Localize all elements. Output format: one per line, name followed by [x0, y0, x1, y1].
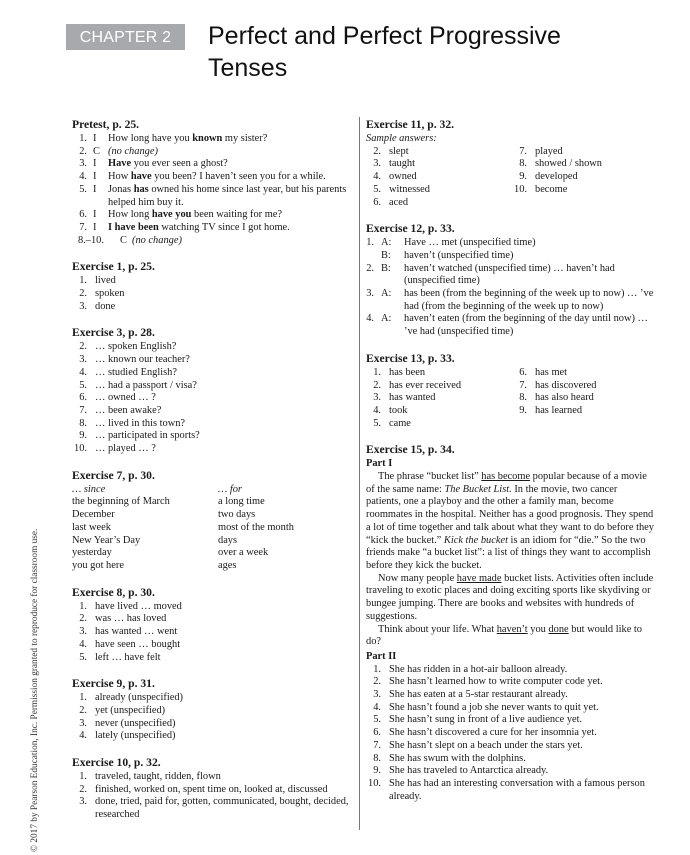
- list-item: [366, 392, 512, 405]
- pretest-item: [72, 158, 356, 171]
- item-text: She hasn’t learned how to write computer code yet.: [389, 676, 603, 688]
- exercise-15-section: [366, 443, 654, 803]
- list-item: [366, 405, 512, 418]
- item-text: … spoken English?: [95, 341, 177, 353]
- item-text: haven’t (unspecified time): [404, 249, 514, 261]
- item-number: 7.: [373, 739, 381, 751]
- item-number: 1.: [79, 692, 87, 704]
- speaker-label: A:: [381, 237, 392, 249]
- exercise-10-list: [72, 771, 356, 822]
- item-text: slept: [389, 145, 409, 157]
- exercise-8-list: [72, 601, 356, 665]
- pretest-last-note: (no change): [132, 234, 182, 246]
- item-number: 4.: [79, 366, 87, 378]
- item-text: … played … ?: [95, 443, 156, 455]
- list-item: [366, 664, 654, 677]
- for-item: a long time: [218, 496, 265, 508]
- item-text: left … have felt: [95, 651, 161, 663]
- item-text: … participated in sports?: [95, 430, 200, 442]
- item-number: 10.: [74, 443, 87, 455]
- pretest-item: [72, 222, 356, 235]
- bold-text: have you: [151, 209, 192, 221]
- exercise-1-section: [72, 260, 356, 313]
- list-item: [72, 626, 356, 639]
- item-text: [108, 184, 356, 209]
- list-item: [72, 392, 356, 405]
- item-number: 2.: [79, 783, 87, 795]
- for-item: most of the month: [218, 521, 294, 533]
- item-number: 5.: [79, 379, 87, 391]
- item-number: 2.: [79, 613, 87, 625]
- item-text: has learned: [535, 404, 583, 416]
- exercise-9-list: [72, 692, 356, 743]
- item-number: 1.: [366, 237, 374, 249]
- item-number: 9.: [519, 171, 527, 183]
- item-text: [108, 133, 356, 146]
- exercise-11-section: [366, 118, 654, 209]
- list-item: [72, 275, 356, 288]
- list-item: [366, 740, 654, 753]
- pretest-last-number: 8.–10.: [78, 234, 104, 246]
- item-text: has ever received: [389, 379, 462, 391]
- item-text: lately (unspecified): [95, 730, 176, 742]
- item-number: 6.: [79, 209, 87, 221]
- speaker-label: A:: [381, 288, 392, 300]
- exercise-11-list-b: [512, 146, 654, 210]
- item-text: has wanted … went: [95, 626, 178, 638]
- right-column: [366, 118, 654, 816]
- item-text: She has had an interesting conversation with a famous person already.: [389, 777, 645, 802]
- item-number: 1.: [79, 771, 87, 783]
- text-part: How: [108, 171, 131, 183]
- item-text: She has eaten at a 5-star restaurant already.: [389, 689, 568, 701]
- since-label: … since: [72, 483, 106, 495]
- item-text: was … has loved: [95, 613, 167, 625]
- item-number: 3.: [79, 158, 87, 170]
- list-item: [72, 639, 356, 652]
- bold-text: has: [133, 183, 149, 195]
- item-letter: I: [93, 183, 97, 195]
- item-number: 10.: [514, 183, 527, 195]
- item-text: [108, 158, 356, 171]
- item-number: 3.: [366, 288, 374, 300]
- item-letter: I: [93, 209, 97, 221]
- item-number: 7.: [79, 221, 87, 233]
- list-item: [512, 158, 654, 171]
- since-item: New Year’s Day: [72, 534, 141, 546]
- item-text: spoken: [95, 288, 125, 300]
- item-text: … owned … ?: [95, 392, 156, 404]
- part-1-paragraph-2: Now many people have made bucket lists. Activities often include traveling to exotic places and doing exciting sports like skydiving or bungee jumping. There are books and websites with hundreds of suggestions.: [366, 572, 654, 622]
- item-text: has been: [389, 366, 426, 378]
- pretest-item: [72, 133, 356, 146]
- item-text: … known our teacher?: [95, 354, 190, 366]
- list-item: [366, 171, 512, 184]
- item-number: 3.: [79, 717, 87, 729]
- dialog-item: [366, 313, 654, 338]
- list-item: [72, 718, 356, 731]
- item-text: has met: [535, 366, 568, 378]
- item-text: developed: [535, 171, 578, 183]
- item-number: 4.: [79, 730, 87, 742]
- list-item: [72, 354, 356, 367]
- for-column: [218, 484, 356, 573]
- item-text: owned: [389, 171, 417, 183]
- text-part: you been? I haven’t seen you for a while.: [151, 171, 326, 183]
- exercise-12-list: [366, 237, 654, 339]
- list-item: [366, 158, 512, 171]
- text-part: owned his home since last year, but his parents helped him buy it.: [108, 183, 347, 208]
- exercise-13-list-b: [512, 367, 654, 431]
- item-text: [108, 171, 356, 184]
- item-text: She hasn’t found a job she never wants to quit yet.: [389, 701, 599, 713]
- pretest-heading: Pretest, p. 25.: [72, 118, 140, 131]
- item-number: 2.: [79, 704, 87, 716]
- for-item: ages: [218, 559, 237, 571]
- list-item: [512, 405, 654, 418]
- italic-text: (no change): [108, 145, 158, 157]
- item-number: 9.: [373, 765, 381, 777]
- list-item: [72, 380, 356, 393]
- list-item: [72, 430, 356, 443]
- item-text: has discovered: [535, 379, 597, 391]
- list-item: [72, 601, 356, 614]
- item-text: … studied English?: [95, 366, 177, 378]
- item-number: 2.: [79, 288, 87, 300]
- item-text: traveled, taught, ridden, flown: [95, 771, 221, 783]
- item-text: haven’t watched (unspecified time) … haven’t had (unspecified time): [404, 262, 615, 287]
- list-item: [512, 380, 654, 393]
- item-text: done: [95, 300, 116, 312]
- item-text: become: [535, 183, 568, 195]
- dialog-item: [366, 237, 654, 250]
- item-number: 3.: [373, 392, 381, 404]
- item-text: She hasn’t sung in front of a live audience yet.: [389, 714, 583, 726]
- exercise-10-heading: Exercise 10, p. 32.: [72, 756, 161, 770]
- item-number: 7.: [79, 404, 87, 416]
- item-text: She has swum with the dolphins.: [389, 752, 526, 764]
- item-number: 4.: [79, 171, 87, 183]
- exercise-11-list-a: [366, 146, 512, 210]
- item-number: 5.: [79, 183, 87, 195]
- item-number: 9.: [519, 404, 527, 416]
- text-part: watching TV since I got home.: [158, 221, 290, 233]
- since-item: you got here: [72, 559, 124, 571]
- list-item: [366, 197, 512, 210]
- item-text: … been awake?: [95, 404, 162, 416]
- exercise-13-list-a: [366, 367, 512, 431]
- item-number: 7.: [519, 379, 527, 391]
- text-part: you ever seen a ghost?: [131, 158, 228, 170]
- exercise-15-heading: Exercise 15, p. 34.: [366, 443, 455, 457]
- exercise-7-heading: Exercise 7, p. 30.: [72, 468, 155, 482]
- for-item: two days: [218, 509, 256, 521]
- pretest-list: [72, 133, 356, 235]
- item-number: 5.: [373, 183, 381, 195]
- item-number: 4.: [373, 404, 381, 416]
- exercise-13-section: [366, 352, 654, 431]
- list-item: [72, 652, 356, 665]
- item-number: 8.: [519, 392, 527, 404]
- list-item: [72, 692, 356, 705]
- pretest-item: [72, 184, 356, 209]
- exercise-10-section: [72, 756, 356, 822]
- list-item: [366, 714, 654, 727]
- bold-text: have: [130, 171, 152, 183]
- exercise-7-section: [72, 469, 356, 573]
- exercise-3-list: [72, 341, 356, 455]
- list-item: [366, 778, 654, 803]
- item-letter: C: [93, 145, 100, 157]
- sample-answers-note: Sample answers:: [366, 133, 437, 144]
- item-text: yet (unspecified): [95, 704, 166, 716]
- exercise-1-list: [72, 275, 356, 313]
- title-line-1: Perfect and Perfect Progressive: [208, 22, 561, 50]
- text-part: been waiting for me?: [191, 209, 283, 221]
- exercise-12-heading: Exercise 12, p. 33.: [366, 222, 455, 236]
- item-number: 7.: [519, 145, 527, 157]
- dialog-item: [366, 250, 654, 263]
- list-item: [512, 171, 654, 184]
- exercise-8-heading: Exercise 8, p. 30.: [72, 585, 155, 599]
- chapter-label: CHAPTER 2: [66, 24, 185, 50]
- item-text: has also heard: [535, 392, 594, 404]
- item-number: 3.: [373, 689, 381, 701]
- item-text: She has ridden in a hot-air balloon already.: [389, 663, 568, 675]
- exercise-11-heading: Exercise 11, p. 32.: [366, 118, 455, 131]
- item-text: Have … met (unspecified time): [404, 237, 536, 249]
- list-item: [366, 765, 654, 778]
- text-part: my sister?: [222, 133, 268, 144]
- item-number: 1.: [79, 600, 87, 612]
- list-item: [366, 380, 512, 393]
- item-number: 2.: [373, 676, 381, 688]
- list-item: [72, 613, 356, 626]
- exercise-7-table: [72, 484, 356, 573]
- item-text: She hasn’t discovered a cure for her insomnia yet.: [389, 727, 597, 739]
- item-number: 8.: [373, 752, 381, 764]
- for-item: days: [218, 534, 238, 546]
- column-divider: [359, 117, 360, 830]
- item-number: 5.: [373, 417, 381, 429]
- item-number: 3.: [79, 796, 87, 808]
- item-text: never (unspecified): [95, 717, 176, 729]
- since-column: [72, 484, 218, 573]
- text-part: How long have you: [108, 133, 193, 144]
- page-title: [208, 20, 561, 84]
- pretest-section: [72, 118, 356, 247]
- item-number: 3.: [79, 626, 87, 638]
- since-item: yesterday: [72, 547, 112, 559]
- item-number: 6.: [373, 196, 381, 208]
- item-letter: I: [93, 171, 97, 183]
- title-line-2: Tenses: [208, 54, 288, 82]
- for-label: … for: [218, 483, 242, 495]
- item-number: 3.: [373, 158, 381, 170]
- since-item: December: [72, 509, 115, 521]
- list-item: [366, 367, 512, 380]
- item-text: finished, worked on, spent time on, looked at, discussed: [95, 783, 328, 795]
- item-text: [108, 209, 356, 222]
- item-number: 5.: [79, 651, 87, 663]
- exercise-1-heading: Exercise 1, p. 25.: [72, 260, 155, 274]
- item-text: She has traveled to Antarctica already.: [389, 765, 549, 777]
- list-item: [72, 443, 356, 456]
- item-number: 8.: [79, 417, 87, 429]
- item-text: witnessed: [389, 183, 430, 195]
- list-item: [366, 753, 654, 766]
- speaker-label: A:: [381, 313, 392, 325]
- list-item: [512, 367, 654, 380]
- item-text: showed / shown: [535, 158, 602, 170]
- bold-text: Have: [108, 158, 132, 170]
- part-2-label: Part II: [366, 650, 397, 662]
- speaker-label: B:: [381, 249, 391, 261]
- item-number: 8.: [519, 158, 527, 170]
- list-item: [72, 705, 356, 718]
- exercise-9-heading: Exercise 9, p. 31.: [72, 677, 155, 691]
- item-text: aced: [389, 196, 409, 208]
- list-item: [366, 702, 654, 715]
- exercise-13-heading: Exercise 13, p. 33.: [366, 351, 455, 365]
- item-text: [108, 222, 356, 235]
- item-number: 1.: [373, 366, 381, 378]
- dialog-item: [366, 263, 654, 288]
- item-text: lived: [95, 275, 116, 287]
- exercise-15-list: [366, 664, 654, 804]
- item-letter: I: [93, 221, 97, 233]
- speaker-label: B:: [381, 262, 391, 274]
- item-letter: I: [93, 133, 97, 144]
- pretest-item: [72, 209, 356, 222]
- for-item: over a week: [218, 547, 269, 559]
- item-text: taught: [389, 158, 415, 170]
- item-number: 6.: [519, 366, 527, 378]
- list-item: [366, 689, 654, 702]
- part-1-paragraph-1: The phrase “bucket list” has become popular because of a movie of the same name: The Bucket List. In the movie, two cancer patients, one a playboy and the other a family man, become roommates in the hospital. Neither has a good prognosis. They spend a lot of time together and talk about what they want to do before they “kick the bucket.” Kick the bucket is an idiom for “die.” So the two friends make “a bucket list”: a list of things they want to accomplish before they kick the bucket.: [366, 471, 654, 571]
- item-number: 4.: [373, 171, 381, 183]
- list-item: [512, 184, 654, 197]
- item-number: 2.: [373, 145, 381, 157]
- item-number: 9.: [79, 430, 87, 442]
- dialog-item: [366, 288, 654, 313]
- item-number: 10.: [368, 777, 381, 789]
- bold-text: I have been: [108, 221, 159, 233]
- item-number: 6.: [79, 392, 87, 404]
- list-item: [512, 146, 654, 159]
- list-item: [72, 418, 356, 431]
- item-text: She hasn’t slept on a beach under the stars yet.: [389, 739, 583, 751]
- pretest-last-letter: C: [120, 234, 127, 246]
- exercise-9-section: [72, 677, 356, 743]
- exercise-8-section: [72, 586, 356, 665]
- item-letter: I: [93, 158, 97, 170]
- item-number: 4.: [79, 638, 87, 650]
- list-item: [72, 288, 356, 301]
- item-text: played: [535, 145, 563, 157]
- list-item: [72, 796, 356, 821]
- list-item: [72, 730, 356, 743]
- item-text: took: [389, 404, 408, 416]
- item-text: has been (from the beginning of the week up to now) … ’ve had (from the beginning of the week up to now): [404, 288, 654, 312]
- item-number: 1.: [79, 133, 87, 144]
- item-number: 4.: [373, 701, 381, 713]
- list-item: [512, 392, 654, 405]
- list-item: [366, 676, 654, 689]
- list-item: [366, 146, 512, 159]
- item-text: done, tried, paid for, gotten, communicated, bought, decided, researched: [95, 796, 349, 821]
- item-number: 2.: [366, 262, 374, 274]
- item-text: have lived … moved: [95, 600, 182, 612]
- item-text: already (unspecified): [95, 692, 183, 704]
- item-text: has wanted: [389, 392, 436, 404]
- exercise-3-heading: Exercise 3, p. 28.: [72, 326, 155, 340]
- list-item: [366, 727, 654, 740]
- list-item: [72, 771, 356, 784]
- item-text: [108, 146, 356, 159]
- copyright-note: © 2017 by Pearson Education, Inc. Permission granted to reproduce for classroom use.: [30, 528, 40, 852]
- list-item: [72, 301, 356, 314]
- item-number: 2.: [373, 379, 381, 391]
- exercise-12-section: [366, 222, 654, 339]
- list-item: [72, 367, 356, 380]
- item-number: 5.: [373, 714, 381, 726]
- exercise-3-section: [72, 326, 356, 455]
- item-number: 1.: [373, 663, 381, 675]
- text-part: How long: [108, 209, 152, 221]
- list-item: [72, 341, 356, 354]
- part-1-paragraph-3: Think about your life. What haven’t you done but would like to do?: [366, 623, 642, 648]
- item-number: 3.: [79, 354, 87, 366]
- since-item: the beginning of March: [72, 496, 170, 508]
- item-number: 1.: [79, 275, 87, 287]
- list-item: [72, 784, 356, 797]
- list-item: [366, 418, 512, 431]
- item-text: came: [389, 417, 411, 429]
- left-column: [72, 118, 356, 835]
- list-item: [72, 405, 356, 418]
- bold-text: known: [192, 133, 223, 144]
- item-text: … had a passport / visa?: [95, 379, 197, 391]
- item-number: 4.: [366, 313, 374, 325]
- item-text: have seen … bought: [95, 638, 181, 650]
- pretest-item: [72, 171, 356, 184]
- item-number: 3.: [79, 300, 87, 312]
- item-number: 6.: [373, 727, 381, 739]
- text-part: Jonas: [108, 183, 134, 195]
- pretest-item: [72, 146, 356, 159]
- item-number: 2.: [79, 341, 87, 353]
- list-item: [366, 184, 512, 197]
- item-text: haven’t eaten (from the beginning of the day until now) … ’ve had (unspecified time): [404, 313, 648, 338]
- pretest-last-row: [72, 235, 356, 248]
- part-1-label: Part I: [366, 458, 393, 470]
- item-text: … lived in this town?: [95, 417, 186, 429]
- item-number: 2.: [79, 145, 87, 157]
- since-item: last week: [72, 521, 111, 533]
